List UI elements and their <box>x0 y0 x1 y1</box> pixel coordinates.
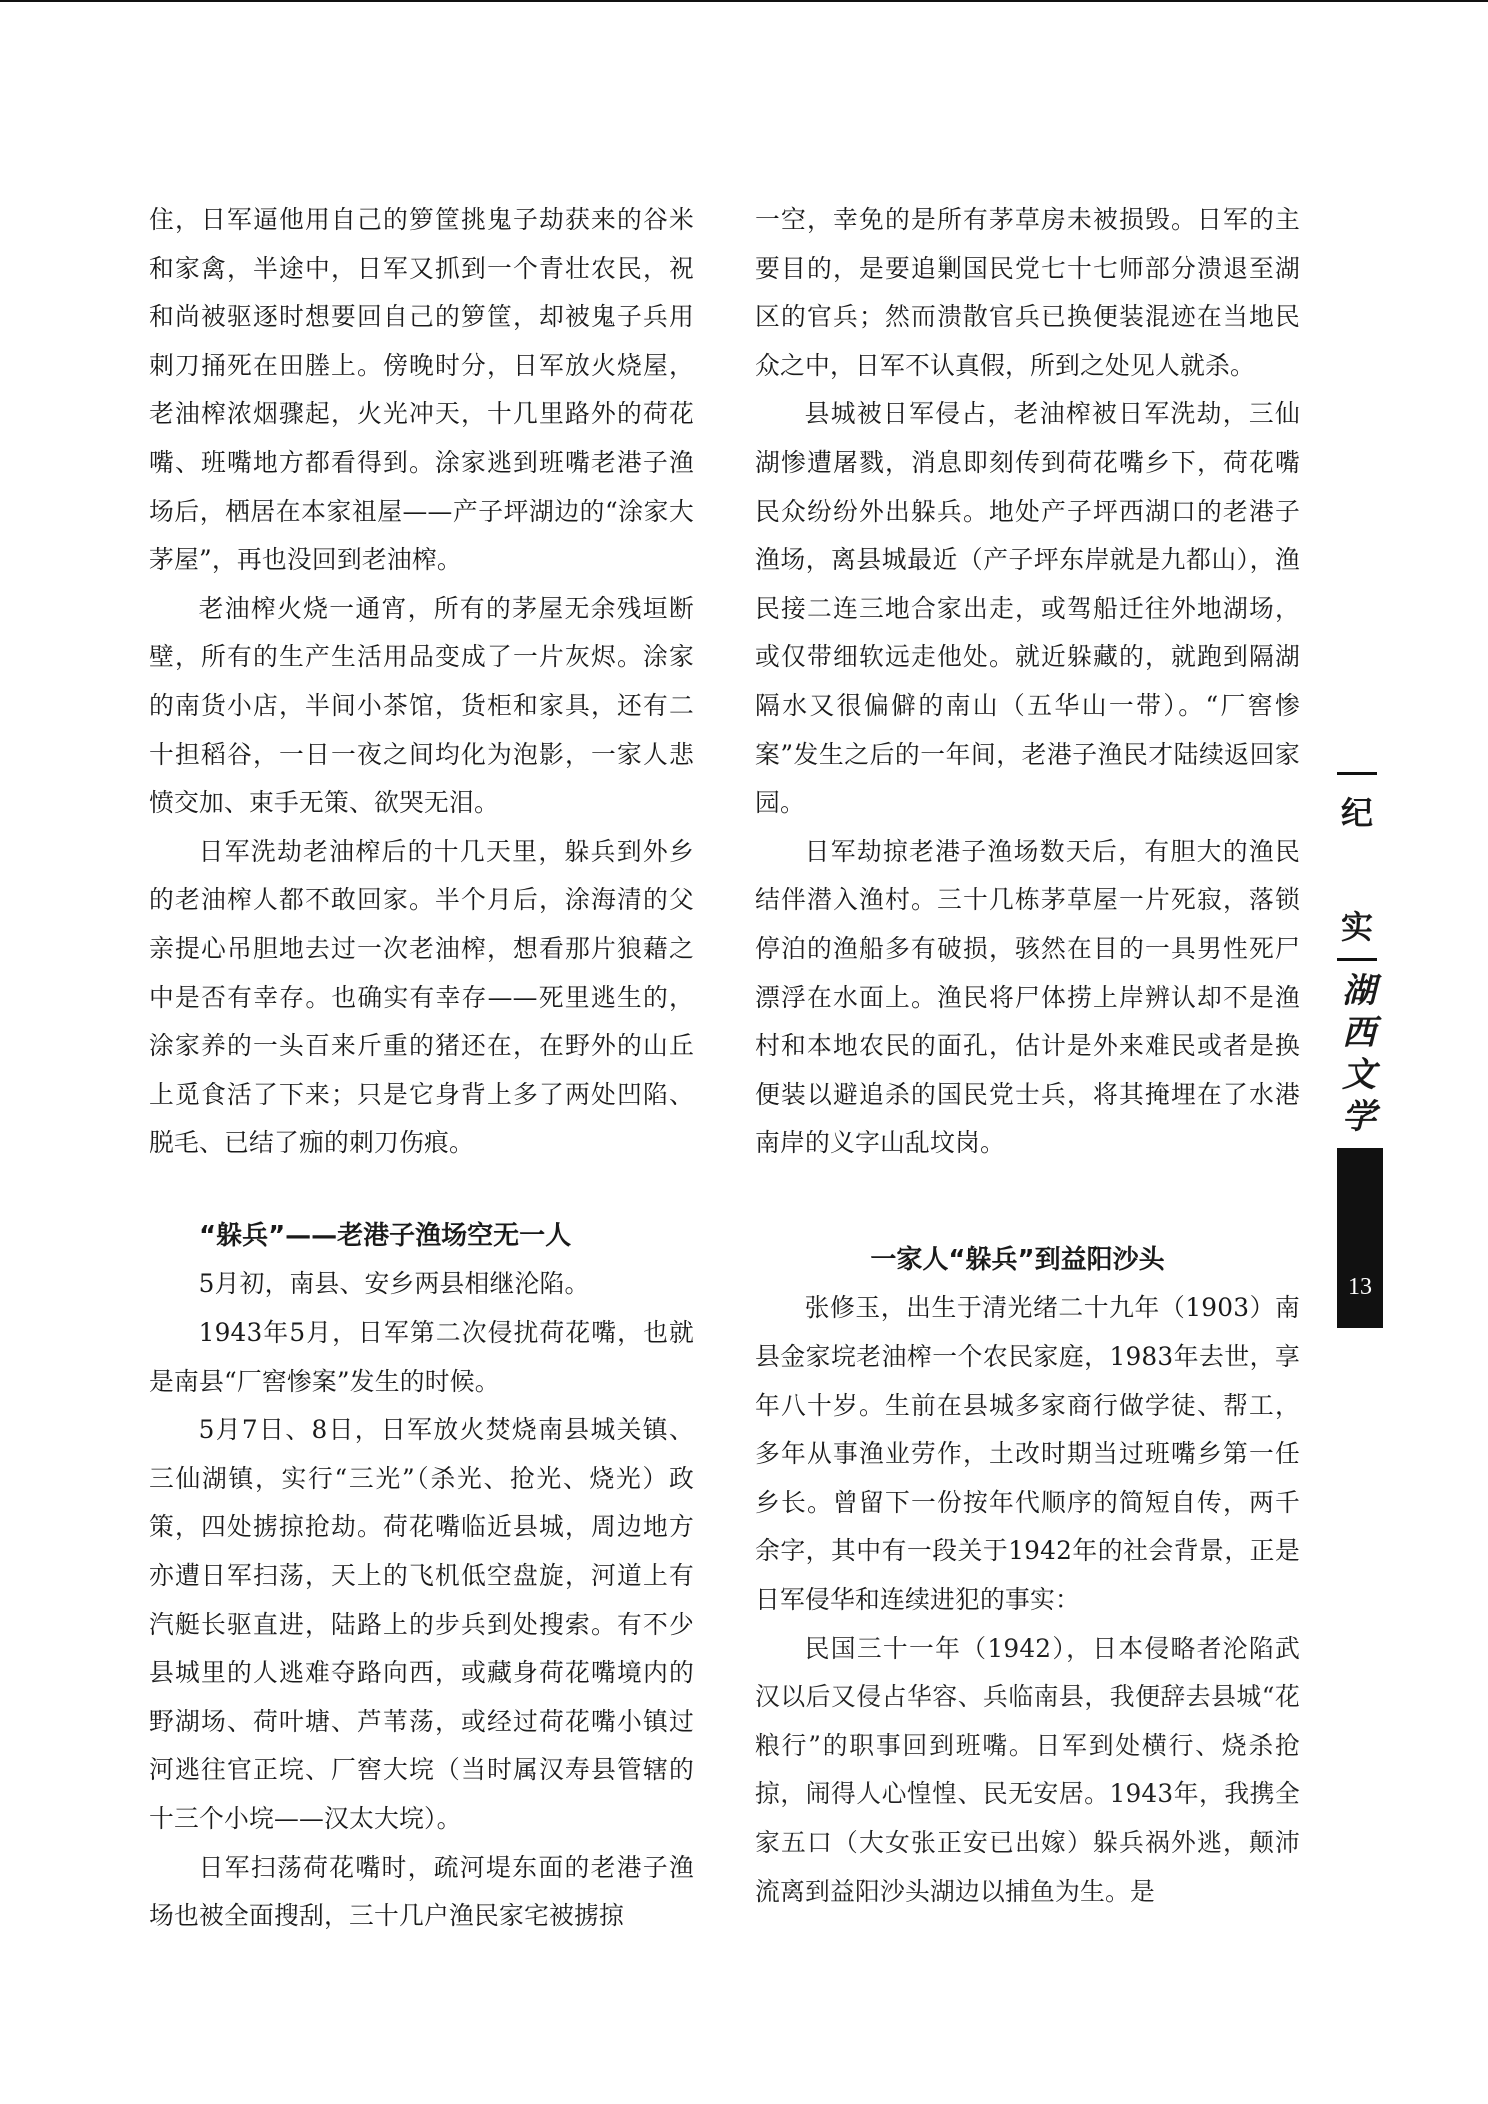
spacer <box>149 1168 694 1212</box>
right-column <box>755 196 1300 1916</box>
logo-char: 文 <box>1342 1055 1376 1095</box>
paragraph: 一空，幸免的是所有茅草房未被损毁。日军的主要目的，是要追剿国民党七十七师部分溃退至湖区的官兵；然而溃散官兵已换便装混迹在当地民众之中，日军不认真假，所到之处见人就杀。 <box>755 205 1300 380</box>
paragraph: 5月初，南县、安乡两县相继沦陷。 <box>198 1269 590 1299</box>
paragraph: 县城被日军侵占，老油榨被日军洗劫，三仙湖惨遭屠戮，消息即刻传到荷花嘴乡下，荷花嘴民众纷纷外出躲兵。地处产子坪西湖口的老港子渔场，离县城最近（产子坪东岸就是九都山），渔民接二连三地合家出走，或驾船迁往外地湖场，或仅带细软远走他处。就近躲藏的，就跑到隔湖隔水又很偏僻的南山（五华山一带）。“厂窖惨案”发生之后的一年间，老港子渔民才陆续返回家园。 <box>755 399 1300 818</box>
quoted-passage: 民国三十一年（1942），日本侵略者沦陷武汉以后又侵占华容、兵临南县，我便辞去县城“花粮行”的职事回到班嘴。日军到处横行、烧杀抢掠，闹得人心惶惶、民无安居。1943年，我携全家五口（大女张正安已出嫁）躲兵祸外逃，颠沛流离到益阳沙头湖边以捕鱼为生。是 <box>755 1633 1300 1906</box>
tag-rule <box>1337 958 1377 961</box>
left-column <box>149 196 694 1941</box>
page-number-box <box>1337 1148 1383 1328</box>
paragraph: 老油榨火烧一通宵，所有的茅屋无余残垣断壁，所有的生产生活用品变成了一片灰烬。涂家的南货小店，半间小茶馆，货柜和家具，还有二十担稻谷，一日一夜之间均化为泡影，一家人悲愤交加、束手无策、欲哭无泪。 <box>149 593 694 818</box>
logo-char: 湖 <box>1342 971 1376 1011</box>
section-heading: 一家人“躲兵”到益阳沙头 <box>870 1244 1165 1275</box>
paragraph: 1943年5月，日军第二次侵扰荷花嘴，也就是南县“厂窖惨案”发生的时候。 <box>149 1318 694 1396</box>
tag-rule <box>1337 772 1377 775</box>
tag-char: 实 <box>1340 908 1373 946</box>
paragraph: 住，日军逼他用自己的箩筐挑鬼子劫获来的谷米和家禽，半途中，日军又抓到一个青壮农民，祝和尚被驱逐时想要回自己的箩筐，却被鬼子兵用刺刀捅死在田塍上。傍晚时分，日军放火烧屋，老油榨浓烟骤起，火光冲天，十几里路外的荷花嘴、班嘴地方都看得到。涂家逃到班嘴老港子渔场后，栖居在本家祖屋——产子坪湖边的“涂家大茅屋”，再也没回到老油榨。 <box>149 205 694 575</box>
paragraph: 张修玉，出生于清光绪二十九年（1903）南县金家垸老油榨一个农民家庭，1983年去世，享年八十岁。生前在县城多家商行做学徒、帮工，多年从事渔业劳作，土改时期当过班嘴乡第一任乡长。曾留下一份按年代顺序的简短自传，两千余字，其中有一段关于1942年的社会背景，正是日军侵华和连续进犯的事实： <box>755 1293 1300 1615</box>
tag-char: 纪 <box>1340 794 1373 832</box>
logo-char: 西 <box>1342 1013 1376 1053</box>
spacer <box>755 1168 1300 1236</box>
logo-char: 学 <box>1342 1097 1376 1137</box>
paragraph: 日军劫掠老港子渔场数天后，有胆大的渔民结伴潜入渔村。三十几栋茅草屋一片死寂，落锁停泊的渔船多有破损，骇然在目的一具男性死尸漂浮在水面上。渔民将尸体捞上岸辨认却不是渔村和本地农民的面孔，估计是外来难民或者是换便装以避追杀的国民党士兵，将其掩埋在了水港南岸的义字山乱坟岗。 <box>755 836 1300 1158</box>
magazine-logo <box>1337 970 1381 1138</box>
page-number: 13 <box>1348 1274 1372 1300</box>
top-rule <box>0 0 1488 2</box>
paragraph: 5月7日、8日，日军放火焚烧南县城关镇、三仙湖镇，实行“三光”（杀光、抢光、烧光）政策，四处掳掠抢劫。荷花嘴临近县城，周边地方亦遭日军扫荡，天上的飞机低空盘旋，河道上有汽艇长驱直进，陆路上的步兵到处搜索。有不少县城里的人逃难夺路向西，或藏身荷花嘴境内的野湖场、荷叶塘、芦苇荡，或经过荷花嘴小镇过河逃往官正垸、厂窖大垸（当时属汉寿县管辖的十三个小垸——汉太大垸）。 <box>149 1415 694 1833</box>
section-heading: “躲兵”——老港子渔场空无一人 <box>199 1220 572 1251</box>
paragraph: 日军洗劫老油榨后的十几天里，躲兵到外乡的老油榨人都不敢回家。半个月后，涂海清的父亲提心吊胆地去过一次老油榨，想看那片狼藉之中是否有幸存。也确实有幸存——死里逃生的，涂家养的一头百来斤重的猪还在，在野外的山丘上觅食活了下来；只是它身背上多了两处凹陷、脱毛、已结了痂的刺刀伤痕。 <box>149 836 694 1158</box>
paragraph: 日军扫荡荷花嘴时，疏河堤东面的老港子渔场也被全面搜刮，三十几户渔民家宅被掳掠 <box>149 1852 694 1931</box>
